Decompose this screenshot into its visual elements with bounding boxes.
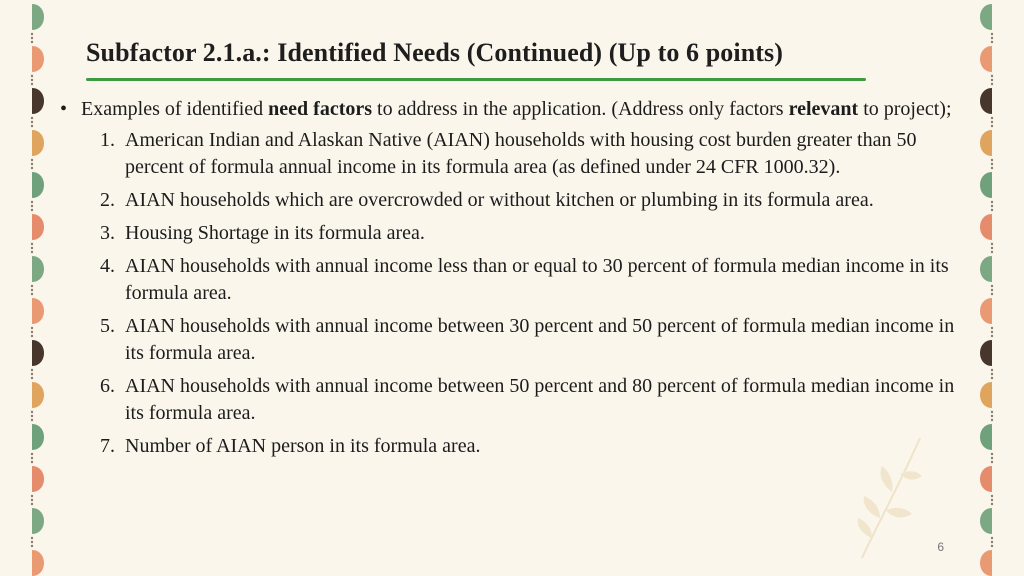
- border-dot: [31, 79, 33, 81]
- intro-text: [81, 96, 975, 123]
- list-item: [100, 220, 975, 247]
- border-dot: [991, 117, 993, 119]
- border-dot: [991, 495, 993, 497]
- list-item-text: AIAN households with annual income between 50 percent and 80 percent of formula median income in its formula area.: [125, 375, 955, 424]
- border-dot: [31, 83, 33, 85]
- border-dot: [991, 125, 993, 127]
- border-dot: [31, 159, 33, 161]
- border-dot: [991, 419, 993, 421]
- border-shape: [980, 46, 992, 72]
- border-dot: [991, 377, 993, 379]
- border-dot: [31, 377, 33, 379]
- border-shape: [32, 550, 44, 576]
- border-dot: [991, 83, 993, 85]
- border-dot: [31, 293, 33, 295]
- border-dot: [991, 411, 993, 413]
- border-dot: [991, 201, 993, 203]
- border-dot: [991, 289, 993, 291]
- border-shape: [32, 382, 44, 408]
- border-shape: [980, 88, 992, 114]
- border-dot: [31, 453, 33, 455]
- title-underline: [86, 78, 866, 81]
- border-shape: [32, 46, 44, 72]
- border-shape: [32, 214, 44, 240]
- list-item: [100, 373, 975, 427]
- border-shape: [980, 214, 992, 240]
- border-dot: [31, 251, 33, 253]
- border-dot: [31, 247, 33, 249]
- border-dot: [31, 163, 33, 165]
- border-shape: [980, 424, 992, 450]
- border-dot: [991, 121, 993, 123]
- intro-text-part3: to project);: [858, 98, 952, 120]
- list-item-text: Housing Shortage in its formula area.: [125, 222, 425, 244]
- list-item-number: 1.: [100, 129, 115, 151]
- list-item-number: 3.: [100, 222, 115, 244]
- need-factors-list: [60, 127, 975, 460]
- border-shape: [980, 172, 992, 198]
- border-dot: [31, 167, 33, 169]
- left-decorative-border: [26, 0, 48, 576]
- border-dot: [991, 545, 993, 547]
- border-shape: [980, 550, 992, 576]
- border-dot: [991, 335, 993, 337]
- right-border-pattern: [976, 0, 998, 576]
- border-dot: [31, 373, 33, 375]
- border-shape: [980, 256, 992, 282]
- border-dot: [991, 293, 993, 295]
- intro-bold-need-factors: need factors: [268, 98, 373, 120]
- border-shape: [980, 298, 992, 324]
- border-dot: [31, 335, 33, 337]
- border-dot: [991, 285, 993, 287]
- border-dot: [991, 247, 993, 249]
- slide-body: [60, 96, 975, 466]
- border-dot: [991, 243, 993, 245]
- list-item-number: 2.: [100, 189, 115, 211]
- border-dot: [31, 205, 33, 207]
- border-shape: [32, 466, 44, 492]
- border-dot: [991, 369, 993, 371]
- border-dot: [31, 419, 33, 421]
- list-item: [100, 187, 975, 214]
- border-dot: [991, 499, 993, 501]
- border-dot: [31, 37, 33, 39]
- border-dot: [31, 369, 33, 371]
- border-dot: [991, 251, 993, 253]
- border-dot: [31, 545, 33, 547]
- border-dot: [991, 205, 993, 207]
- bullet-marker: •: [60, 98, 68, 120]
- list-item-number: 5.: [100, 315, 115, 337]
- border-dot: [31, 33, 33, 35]
- border-dot: [991, 159, 993, 161]
- border-shape: [980, 340, 992, 366]
- border-shape: [32, 130, 44, 156]
- border-shape: [32, 424, 44, 450]
- border-dot: [31, 411, 33, 413]
- slide-title: Subfactor 2.1.a.: Identified Needs (Continued) (Up to 6 points): [86, 38, 784, 67]
- list-item-number: 7.: [100, 435, 115, 457]
- intro-text-part1: Examples of identified: [81, 98, 269, 120]
- border-dot: [991, 37, 993, 39]
- list-item-text: AIAN households which are overcrowded or without kitchen or plumbing in its formula area.: [125, 189, 874, 211]
- border-dot: [31, 243, 33, 245]
- border-dot: [31, 331, 33, 333]
- page-number: 6: [937, 540, 944, 554]
- border-dot: [31, 209, 33, 211]
- border-dot: [31, 415, 33, 417]
- border-dot: [31, 327, 33, 329]
- border-dot: [991, 373, 993, 375]
- border-shape: [32, 508, 44, 534]
- border-dot: [991, 461, 993, 463]
- border-dot: [991, 331, 993, 333]
- border-shape: [980, 130, 992, 156]
- border-shape: [32, 88, 44, 114]
- list-item: [100, 253, 975, 307]
- list-item-text: Number of AIAN person in its formula area.: [125, 435, 481, 457]
- list-item-text: American Indian and Alaskan Native (AIAN) households with housing cost burden greater than 50 percent of formula annual income in its formula area (as defined under 24 CFR 1000.32).: [125, 129, 917, 178]
- list-item-number: 6.: [100, 375, 115, 397]
- border-dot: [991, 453, 993, 455]
- list-item: [100, 127, 975, 181]
- border-dot: [31, 125, 33, 127]
- border-shape: [980, 508, 992, 534]
- list-item: [100, 313, 975, 367]
- border-shape: [980, 466, 992, 492]
- border-dot: [31, 75, 33, 77]
- list-item-text: AIAN households with annual income between 30 percent and 50 percent of formula median income in its formula area.: [125, 315, 955, 364]
- border-dot: [31, 289, 33, 291]
- border-shape: [32, 4, 44, 30]
- border-dot: [31, 503, 33, 505]
- list-item: [100, 433, 975, 460]
- border-shape: [32, 256, 44, 282]
- list-item-number: 4.: [100, 255, 115, 277]
- intro-bullet: [60, 96, 975, 123]
- list-item-text: AIAN households with annual income less than or equal to 30 percent of formula median income in its formula area.: [125, 255, 949, 304]
- right-decorative-border: [976, 0, 998, 576]
- border-dot: [31, 541, 33, 543]
- border-dot: [31, 121, 33, 123]
- border-dot: [31, 495, 33, 497]
- border-dot: [991, 209, 993, 211]
- border-dot: [31, 285, 33, 287]
- border-shape: [32, 340, 44, 366]
- border-dot: [31, 201, 33, 203]
- border-dot: [991, 79, 993, 81]
- border-dot: [991, 167, 993, 169]
- border-dot: [991, 457, 993, 459]
- border-dot: [991, 75, 993, 77]
- border-dot: [991, 503, 993, 505]
- intro-bold-relevant: relevant: [788, 98, 859, 120]
- border-shape: [32, 172, 44, 198]
- border-shape: [980, 4, 992, 30]
- border-dot: [31, 537, 33, 539]
- border-dot: [31, 457, 33, 459]
- border-dot: [31, 499, 33, 501]
- border-shape: [32, 298, 44, 324]
- border-dot: [991, 33, 993, 35]
- border-dot: [991, 327, 993, 329]
- border-dot: [991, 541, 993, 543]
- border-dot: [31, 461, 33, 463]
- border-dot: [31, 117, 33, 119]
- border-dot: [991, 41, 993, 43]
- intro-text-part2: to address in the application. (Address only factors: [372, 98, 789, 120]
- border-dot: [991, 537, 993, 539]
- border-dot: [991, 415, 993, 417]
- border-dot: [31, 41, 33, 43]
- border-dot: [991, 163, 993, 165]
- border-shape: [980, 382, 992, 408]
- left-border-pattern: [26, 0, 48, 576]
